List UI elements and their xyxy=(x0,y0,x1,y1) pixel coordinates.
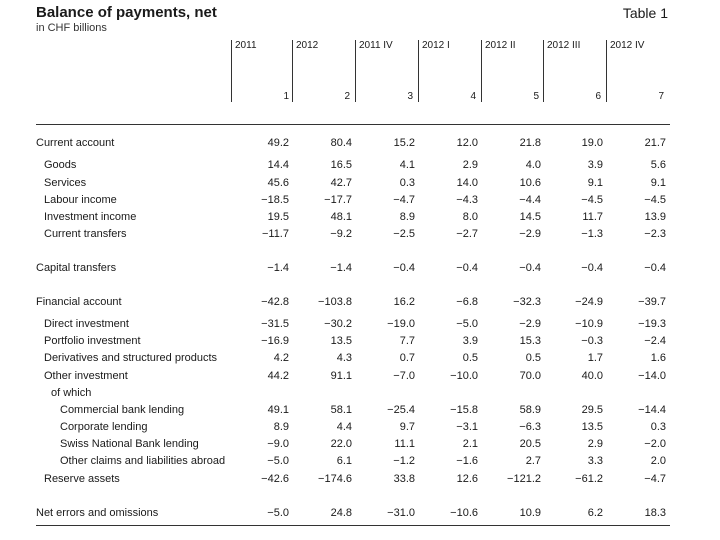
table-row xyxy=(0,387,720,403)
column-label: 2012 IV xyxy=(610,40,645,51)
cell: 19.0 xyxy=(581,137,603,149)
column-label: 2012 I xyxy=(422,40,450,51)
cell: −9.2 xyxy=(330,228,352,240)
cell: 22.0 xyxy=(330,438,352,450)
row-label: Swiss National Bank lending xyxy=(60,438,199,450)
cell: 7.7 xyxy=(399,335,415,347)
header-rule xyxy=(36,124,670,125)
cell: 19.5 xyxy=(267,211,289,223)
table-row xyxy=(0,194,720,210)
cell: −4.7 xyxy=(644,473,666,485)
cell: 10.9 xyxy=(519,507,541,519)
cell: 4.3 xyxy=(336,352,352,364)
cell: 0.5 xyxy=(462,352,478,364)
cell: 10.6 xyxy=(519,177,541,189)
column-label: 2011 xyxy=(235,40,257,51)
cell: −24.9 xyxy=(575,296,603,308)
row-label: Portfolio investment xyxy=(44,335,141,347)
cell: −4.4 xyxy=(519,194,541,206)
cell: 3.9 xyxy=(462,335,478,347)
cell: −19.0 xyxy=(387,318,415,330)
cell: −5.0 xyxy=(267,455,289,467)
cell: 8.9 xyxy=(273,421,289,433)
cell: −10.6 xyxy=(450,507,478,519)
cell: −103.8 xyxy=(318,296,352,308)
cell: 70.0 xyxy=(519,370,541,382)
cell: 9.7 xyxy=(399,421,415,433)
cell: 4.1 xyxy=(399,159,415,171)
cell: −2.5 xyxy=(393,228,415,240)
cell: −9.0 xyxy=(267,438,289,450)
cell: −1.2 xyxy=(393,455,415,467)
cell: −31.0 xyxy=(387,507,415,519)
table-row xyxy=(0,455,720,471)
column-number: 6 xyxy=(595,91,601,102)
cell: −10.9 xyxy=(575,318,603,330)
table-row xyxy=(0,159,720,175)
column-header xyxy=(231,40,293,102)
cell: 91.1 xyxy=(330,370,352,382)
cell: 20.5 xyxy=(519,438,541,450)
row-label: Direct investment xyxy=(44,318,129,330)
footer-rule xyxy=(36,525,670,526)
cell: 3.3 xyxy=(587,455,603,467)
column-header xyxy=(481,40,543,102)
row-label: Net errors and omissions xyxy=(36,507,159,519)
row-label: Reserve assets xyxy=(44,473,120,485)
cell: −6.3 xyxy=(519,421,541,433)
cell: 4.0 xyxy=(525,159,541,171)
cell: −30.2 xyxy=(324,318,352,330)
row-label: Services xyxy=(44,177,87,189)
column-header xyxy=(606,40,668,102)
cell: 12.6 xyxy=(456,473,478,485)
row-label: Financial account xyxy=(36,296,122,308)
cell: 0.3 xyxy=(650,421,666,433)
cell: 16.2 xyxy=(393,296,415,308)
cell: −2.9 xyxy=(519,318,541,330)
cell: 29.5 xyxy=(581,404,603,416)
column-number: 1 xyxy=(283,91,289,102)
cell: 12.0 xyxy=(456,137,478,149)
row-label: Commercial bank lending xyxy=(60,404,185,416)
cell: 13.5 xyxy=(330,335,352,347)
column-label: 2012 II xyxy=(485,40,516,51)
table-row xyxy=(0,228,720,244)
cell: 49.2 xyxy=(267,137,289,149)
cell: −0.4 xyxy=(519,262,541,274)
cell: −14.0 xyxy=(638,370,666,382)
row-label: Current transfers xyxy=(44,228,127,240)
cell: −61.2 xyxy=(575,473,603,485)
cell: −0.4 xyxy=(456,262,478,274)
cell: 2.9 xyxy=(587,438,603,450)
cell: −5.0 xyxy=(456,318,478,330)
cell: 33.8 xyxy=(393,473,415,485)
cell: −5.0 xyxy=(267,507,289,519)
table-row xyxy=(0,421,720,437)
cell: 4.4 xyxy=(336,421,352,433)
cell: 14.0 xyxy=(456,177,478,189)
cell: 0.7 xyxy=(399,352,415,364)
cell: −2.3 xyxy=(644,228,666,240)
cell: −19.3 xyxy=(638,318,666,330)
cell: −32.3 xyxy=(513,296,541,308)
cell: 3.9 xyxy=(587,159,603,171)
row-label: Derivatives and structured products xyxy=(44,352,218,364)
cell: −174.6 xyxy=(318,473,352,485)
table-row xyxy=(0,370,720,386)
cell: 49.1 xyxy=(267,404,289,416)
cell: −17.7 xyxy=(324,194,352,206)
cell: −25.4 xyxy=(387,404,415,416)
cell: 2.7 xyxy=(525,455,541,467)
cell: 6.2 xyxy=(587,507,603,519)
cell: −2.0 xyxy=(644,438,666,450)
column-header xyxy=(355,40,417,102)
column-number: 7 xyxy=(658,91,664,102)
cell: 80.4 xyxy=(330,137,352,149)
cell: 9.1 xyxy=(650,177,666,189)
table-row xyxy=(0,177,720,193)
table-number: Table 1 xyxy=(622,5,668,21)
cell: −1.3 xyxy=(581,228,603,240)
cell: 11.7 xyxy=(582,211,603,223)
cell: −0.3 xyxy=(581,335,603,347)
cell: 4.2 xyxy=(273,352,289,364)
cell: −2.4 xyxy=(644,335,666,347)
cell: −42.8 xyxy=(261,296,289,308)
cell: 13.9 xyxy=(644,211,666,223)
row-label: Investment income xyxy=(44,211,137,223)
cell: 0.5 xyxy=(525,352,541,364)
cell: −6.8 xyxy=(456,296,478,308)
cell: 15.2 xyxy=(393,137,415,149)
cell: −16.9 xyxy=(261,335,289,347)
row-label: Other investment xyxy=(44,370,128,382)
table-row xyxy=(0,296,720,312)
cell: 15.3 xyxy=(519,335,541,347)
cell: 5.6 xyxy=(650,159,666,171)
table-row xyxy=(0,211,720,227)
cell: 45.6 xyxy=(267,177,289,189)
row-label: of which xyxy=(51,387,92,399)
row-label: Capital transfers xyxy=(36,262,117,274)
cell: −7.0 xyxy=(393,370,415,382)
cell: −18.5 xyxy=(261,194,289,206)
cell: 9.1 xyxy=(587,177,603,189)
cell: 13.5 xyxy=(581,421,603,433)
table-row xyxy=(0,352,720,368)
cell: −3.1 xyxy=(456,421,478,433)
table-row xyxy=(0,438,720,454)
cell: −2.7 xyxy=(456,228,478,240)
cell: 44.2 xyxy=(267,370,289,382)
cell: −31.5 xyxy=(261,318,289,330)
cell: 18.3 xyxy=(644,507,666,519)
cell: −15.8 xyxy=(450,404,478,416)
cell: 2.1 xyxy=(462,438,478,450)
row-label: Other claims and liabilities abroad xyxy=(60,455,226,467)
cell: 14.5 xyxy=(519,211,541,223)
column-label: 2012 xyxy=(296,40,319,51)
row-label: Labour income xyxy=(44,194,117,206)
table-unit: in CHF billions xyxy=(36,22,107,34)
cell: 2.0 xyxy=(650,455,666,467)
cell: −4.5 xyxy=(644,194,666,206)
cell: −121.2 xyxy=(507,473,541,485)
column-label: 2012 III xyxy=(547,40,581,51)
row-label: Current account xyxy=(36,137,115,149)
cell: 1.7 xyxy=(587,352,603,364)
cell: −11.7 xyxy=(261,228,289,240)
column-header xyxy=(292,40,354,102)
cell: −42.6 xyxy=(261,473,289,485)
cell: −2.9 xyxy=(519,228,541,240)
cell: −1.6 xyxy=(456,455,478,467)
cell: −39.7 xyxy=(638,296,666,308)
table-row xyxy=(0,137,720,153)
row-label: Goods xyxy=(44,159,77,171)
cell: 58.9 xyxy=(519,404,541,416)
table-title: Balance of payments, net xyxy=(36,4,217,21)
cell: −4.7 xyxy=(393,194,415,206)
cell: 0.3 xyxy=(399,177,415,189)
cell: 8.9 xyxy=(399,211,415,223)
cell: 24.8 xyxy=(330,507,352,519)
cell: 40.0 xyxy=(581,370,603,382)
table-row xyxy=(0,404,720,420)
table-row xyxy=(0,473,720,489)
column-number: 3 xyxy=(407,91,413,102)
cell: 11.1 xyxy=(394,438,415,450)
cell: 8.0 xyxy=(462,211,478,223)
row-label: Corporate lending xyxy=(60,421,148,433)
cell: 21.7 xyxy=(644,137,666,149)
column-header xyxy=(543,40,605,102)
column-number: 4 xyxy=(470,91,476,102)
cell: 48.1 xyxy=(330,211,352,223)
cell: 21.8 xyxy=(519,137,541,149)
column-header xyxy=(418,40,480,102)
cell: −14.4 xyxy=(638,404,666,416)
table-row xyxy=(0,335,720,351)
column-number: 2 xyxy=(344,91,350,102)
cell: −4.5 xyxy=(581,194,603,206)
cell: 42.7 xyxy=(330,177,352,189)
cell: −1.4 xyxy=(267,262,289,274)
cell: 2.9 xyxy=(462,159,478,171)
cell: 14.4 xyxy=(267,159,289,171)
cell: −4.3 xyxy=(456,194,478,206)
cell: −0.4 xyxy=(581,262,603,274)
cell: −0.4 xyxy=(644,262,666,274)
table-row xyxy=(0,318,720,334)
column-number: 5 xyxy=(533,91,539,102)
cell: 58.1 xyxy=(330,404,352,416)
cell: 6.1 xyxy=(336,455,352,467)
table-row xyxy=(0,507,720,523)
cell: −0.4 xyxy=(393,262,415,274)
cell: −10.0 xyxy=(450,370,478,382)
cell: 1.6 xyxy=(650,352,666,364)
cell: 16.5 xyxy=(330,159,352,171)
column-label: 2011 IV xyxy=(359,40,393,51)
table-row xyxy=(0,262,720,278)
cell: −1.4 xyxy=(330,262,352,274)
